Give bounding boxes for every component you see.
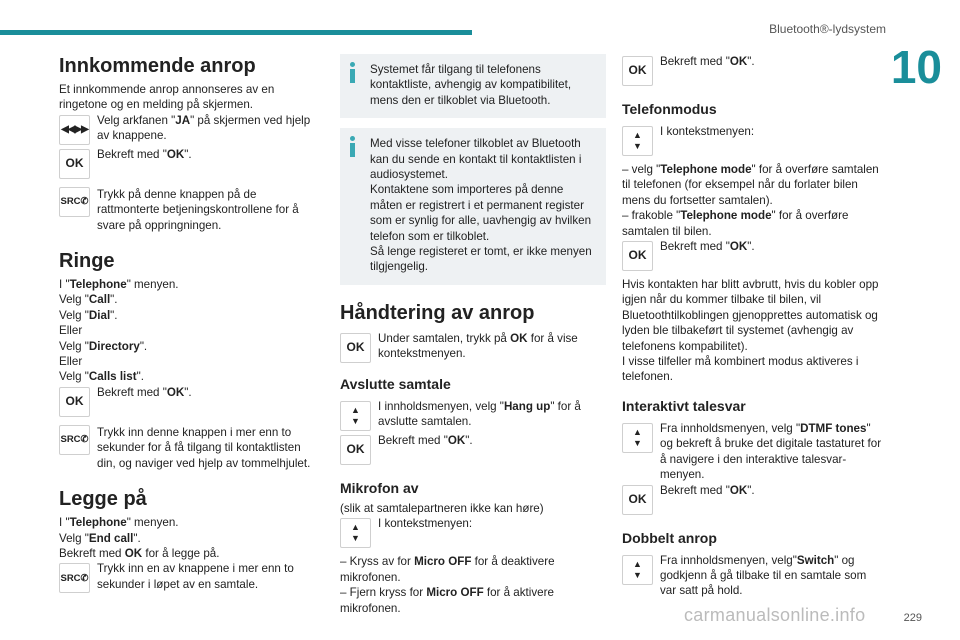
step-row: ▲ ▼ Fra innholdsmenyen, velg"Switch" og godkjenn å gå tilbake til en samtale som var satt på hold.	[622, 553, 884, 599]
text-line: – frakoble "Telephone mode" for å overføre samtalen til bilen.	[622, 209, 849, 238]
text-line: Velg "Dial".	[59, 308, 118, 322]
section-title-incoming: Innkommende anrop	[59, 55, 256, 77]
ok-icon: OK	[59, 149, 90, 179]
text-line: – velg "Telephone mode" for å overføre samtalen til telefonen (for eksempel når du forlater bilen mens du fortsetter samtalen).	[622, 163, 879, 207]
up-down-icon: ▲ ▼	[340, 401, 371, 431]
page-number: 229	[903, 612, 922, 624]
info-icon	[350, 136, 356, 157]
subsection-title-phone-mode: Telefonmodus	[622, 101, 717, 117]
paragraph: I visse tilfeller må kombinert modus aktiveres i telefonen.	[622, 355, 859, 384]
text-line: Eller	[59, 324, 83, 338]
info-icon	[350, 62, 356, 83]
text-line: Bekreft med OK for å legge på.	[59, 546, 220, 560]
section-title-call: Ringe	[59, 250, 115, 273]
column-3	[622, 54, 884, 599]
step-row: SRC ✆ Trykk inn en av knappene i mer enn to sekunder i løpet av en samtale.	[59, 561, 321, 595]
subsection-title-mic: Mikrofon av	[340, 479, 419, 496]
header-accent-bar	[0, 30, 472, 35]
text-line: – Fjern kryss for Micro OFF for å aktivere mikrofonen.	[340, 586, 554, 615]
ok-icon: OK	[59, 387, 90, 417]
ok-icon: OK	[622, 241, 653, 271]
step-row: SRC ✆ Trykk inn denne knappen i mer enn to sekunder for å få tilgang til kontaktlisten din, og naviger ved hjelp av tommelhjulet.	[60, 425, 311, 470]
text-line: – Kryss av for Micro OFF for å deaktivere mikrofonen.	[340, 555, 555, 584]
up-down-icon: ▲ ▼	[622, 555, 653, 585]
step-row: ▲ ▼ I innholdsmenyen, velg "Hang up" for å avslutte samtalen.	[340, 399, 606, 433]
column-2	[340, 54, 606, 616]
watermark: carmanualsonline.info	[684, 605, 866, 625]
section-title-handling: Håndtering av anrop	[340, 301, 535, 324]
subsection-title-ivr: Interaktivt talesvar	[622, 397, 746, 414]
text-line: I "Telephone" menyen.	[59, 278, 179, 292]
src-phone-icon: SRC ✆	[59, 187, 90, 217]
step-row: OK Bekreft med "OK".	[59, 385, 321, 419]
ok-icon: OK	[622, 56, 653, 86]
info-box: Med visse telefoner tilkoblet av Bluetooth kan du sende en kontakt til kontaktlisten i audiosystemet. Kontaktene som importeres på denne måten er registrert i et permanent register som er synlig for alle, uavhengig av hvilken telefon som er tilkoblet. Så lenge registeret er tomt, er ikke menyen tilgjengelig.	[340, 128, 606, 285]
seek-arrows-icon: ◀◀▶▶	[59, 115, 90, 145]
subsection-title-end: Avslutte samtale	[340, 375, 451, 392]
ok-icon: OK	[340, 333, 371, 363]
text-line: Eller	[59, 355, 83, 369]
step-row: OK Under samtalen, trykk på OK for å vise kontekstmenyen.	[340, 331, 606, 365]
step-row: ◀◀▶▶ Velg arkfanen "JA" på skjermen ved hjelp av knappene.	[59, 113, 321, 147]
src-phone-icon: SRC ✆	[59, 563, 90, 593]
paragraph: Hvis kontakten har blitt avbrutt, hvis du kobler opp igjen når du kommer tilbake til bilen, vil Bluetoothtilkoblingen gjenopprettes automatisk og lyden ble tilbakeført til systemet (avhengig av telefonens kompabilitet).	[622, 278, 879, 353]
ok-icon: OK	[340, 435, 371, 465]
up-down-icon: ▲ ▼	[340, 518, 371, 548]
chapter-number: 10	[890, 41, 942, 93]
step-row: ▲ ▼ I kontekstmenyen:	[622, 124, 884, 158]
section-title-hangup: Legge på	[59, 488, 147, 511]
text-line: Velg "Call".	[59, 293, 118, 307]
step-row: ▲ ▼ Fra innholdsmenyen, velg "DTMF tones" og bekreft å bruke det digitale tastaturet for å navigere i den interaktive talesvar-menyen.	[622, 421, 884, 483]
running-header: Bluetooth®-lydsystem	[769, 22, 886, 36]
step-row: OK Bekreft med "OK".	[622, 239, 884, 273]
text-line: Velg "End call".	[59, 531, 141, 545]
src-phone-icon: SRC ✆	[59, 425, 90, 455]
column-1	[59, 54, 321, 595]
info-box: Systemet får tilgang til telefonens kontaktliste, avhengig av kompatibilitet, mens den er tilkoblet via Bluetooth.	[340, 54, 606, 118]
text-line: I "Telephone" menyen.	[59, 516, 179, 530]
intro-text: Et innkommende anrop annonseres av en ringetone og en melding på skjermen.	[59, 83, 275, 112]
step-row: OK Bekreft med "OK".	[622, 483, 884, 517]
up-down-icon: ▲ ▼	[622, 126, 653, 156]
subsection-title-double-call: Dobbelt anrop	[622, 529, 717, 546]
ok-icon: OK	[622, 485, 653, 515]
up-down-icon: ▲ ▼	[622, 423, 653, 453]
step-row: OK Bekreft med "OK".	[340, 433, 606, 467]
step-row: OK Bekreft med "OK".	[59, 147, 321, 181]
step-row: SRC ✆ Trykk på denne knappen på de rattmonterte betjeningskontrollene for å svare på oppringningen.	[60, 187, 299, 232]
step-row: OK Bekreft med "OK".	[622, 54, 884, 88]
step-row: ▲ ▼ I kontekstmenyen:	[340, 516, 606, 550]
text-line: Velg "Calls list".	[59, 370, 144, 384]
text-line: Velg "Directory".	[59, 339, 148, 353]
text-line: (slik at samtalepartneren ikke kan høre)	[340, 501, 544, 515]
